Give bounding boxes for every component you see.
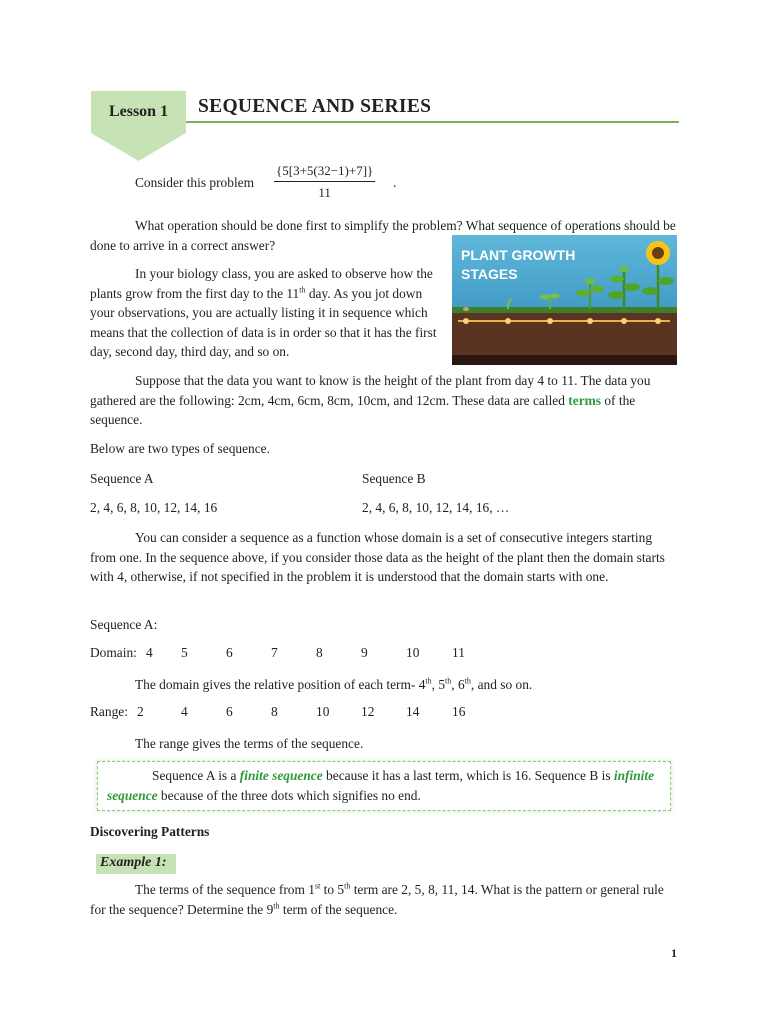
problem-suffix: . [393, 175, 397, 190]
range-value: 14 [406, 704, 420, 719]
range-value: 12 [361, 704, 375, 719]
sequence-b-label: Sequence B [362, 471, 426, 486]
sequence-a-values: 2, 4, 6, 8, 10, 12, 14, 16 [90, 500, 218, 515]
sequence-a-label: Sequence A [90, 471, 154, 486]
page-number: 1 [671, 946, 677, 960]
range-note: The range gives the terms of the sequence. [135, 736, 364, 751]
types-intro: Below are two types of sequence. [90, 441, 270, 456]
definition-callout-text: Sequence A is a finite sequence because it has a last term, which is 16. Sequence B is infinite sequence because of the three dots which signifies no end. [107, 768, 655, 803]
domain-value: 11 [452, 645, 465, 660]
lesson-label: Lesson 1 [108, 103, 169, 120]
function-paragraph: You can consider a sequence as a function whose domain is a set of consecutive integers starting from one. In the sequence above, if you consider those data as the height of the plant then the domain starts with 4, otherwise, if not specified in the problem it is understood that the domain starts with one. [90, 530, 665, 584]
range-value: 2 [137, 704, 144, 719]
lesson-title: SEQUENCE AND SERIES [198, 96, 432, 117]
range-value: 10 [316, 704, 330, 719]
range-value: 6 [226, 704, 233, 719]
example-label: Example 1: [100, 855, 167, 870]
range-label: Range: [90, 704, 128, 719]
example-paragraph: The terms of the sequence from 1st to 5th term are 2, 5, 8, 11, 14. What is the pattern or general rule for the sequence? Determine the 9th term of the sequence. [90, 881, 664, 917]
question-paragraph: What operation should be done first to simplify the problem? What sequence of operations should be done to arrive in a correct answer? [90, 218, 676, 253]
biology-paragraph: In your biology class, you are asked to observe how the plants grow from the first day to the 11th day. As you jot down your observations, you are actually listing it in sequence which means that the collection of data is in order so that it has the first day, second day, third day, and so on. [90, 266, 437, 359]
title-underline [186, 121, 679, 123]
infinite-sequence-keyword: infinite sequence [107, 768, 655, 803]
sequence-b-values: 2, 4, 6, 8, 10, 12, 14, 16, … [362, 500, 510, 515]
domain-value: 6 [226, 645, 233, 660]
fraction-denominator: 11 [318, 185, 331, 200]
domain-value: 10 [406, 645, 420, 660]
domain-value: 9 [361, 645, 368, 660]
finite-sequence-keyword: finite sequence [239, 768, 323, 783]
problem-prefix: Consider this problem [135, 175, 255, 190]
plant-growth-infographic [452, 235, 677, 365]
domain-value: 4 [146, 645, 153, 660]
domain-value: 7 [271, 645, 278, 660]
range-value: 4 [181, 704, 188, 719]
data-paragraph: Suppose that the data you want to know is the height of the plant from day 4 to 11. The data you gathered are the following: 2cm, 4cm, 6cm, 8cm, 10cm, and 12cm. These data are called terms of the sequence. [90, 373, 651, 427]
infographic-title-line2: STAGES [461, 266, 518, 282]
range-value: 16 [452, 704, 466, 719]
domain-value: 5 [181, 645, 188, 660]
problem-fraction [274, 163, 375, 201]
fraction-numerator: {5[3+5(32−1)+7]} [274, 163, 375, 182]
domain-value: 8 [316, 645, 323, 660]
domain-label: Domain: [90, 645, 137, 660]
lesson-tab-shape [91, 91, 186, 161]
terms-keyword: terms [568, 392, 602, 408]
discovering-patterns-heading: Discovering Patterns [90, 824, 210, 839]
range-value: 8 [271, 704, 278, 719]
infographic-title-line1: PLANT GROWTH [461, 247, 576, 263]
domain-note: The domain gives the relative position of each term- 4th, 5th, 6th, and so on. [135, 676, 533, 692]
sequence-a-heading: Sequence A: [90, 617, 158, 632]
